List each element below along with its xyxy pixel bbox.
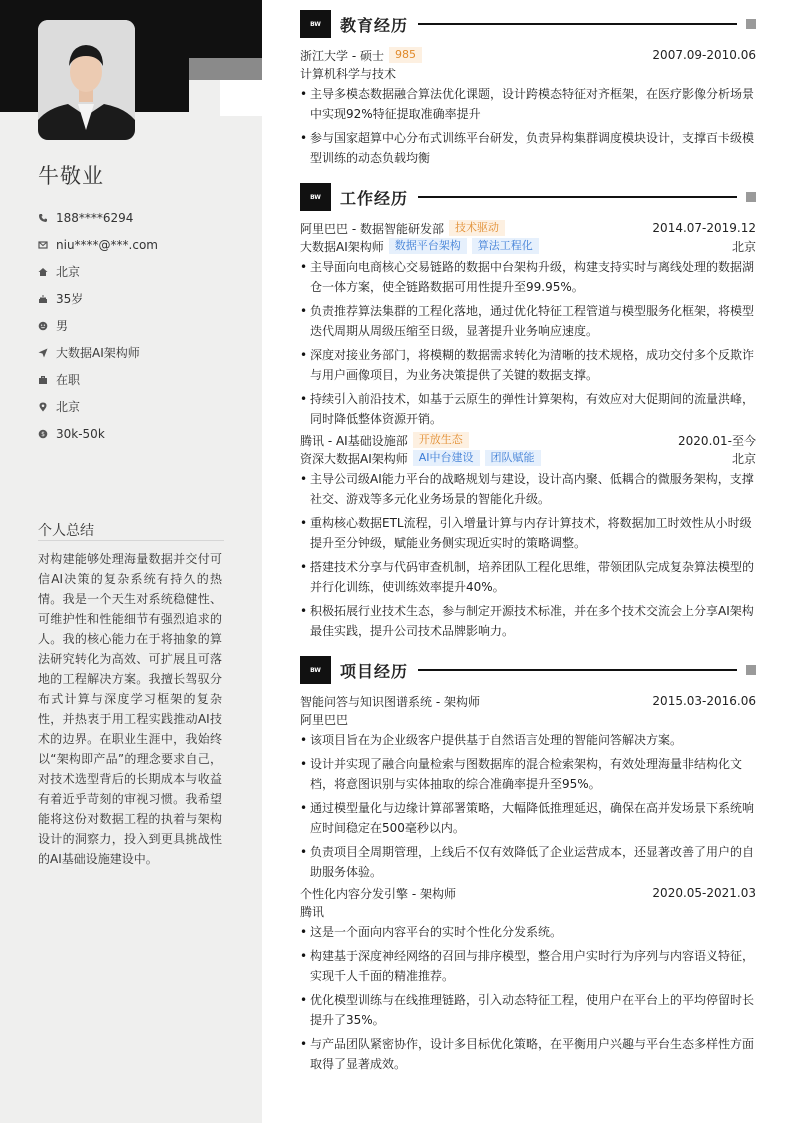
school-line: 浙江大学 - 硕士: [300, 48, 384, 63]
list-item: • 主导面向电商核心交易链路的数据中台架构升级，构建支持实时与离线处理的数据湖仓一体方案，使全链路数据可用性提升至99.95%。: [300, 257, 756, 297]
list-item: • 设计并实现了融合向量检索与图数据库的混合检索架构，有效处理海量非结构化文档，将意图识别与实体抽取的综合准确率提升至95%。: [300, 754, 756, 794]
work-city: 北京: [731, 239, 756, 254]
map-pin-icon: [38, 402, 48, 412]
list-item: • 负责推荐算法集群的工程化落地，通过优化特征工程管道与模型服务化框架，将模型迭代周期从周级压缩至日级，显著提升业务响应速度。: [300, 301, 756, 341]
section-rule: [418, 23, 737, 25]
section-rule: [418, 196, 737, 198]
role-tag: AI中台建设: [413, 450, 480, 466]
briefcase-icon: [38, 375, 48, 385]
education-title: 教育经历: [340, 15, 409, 35]
education-date: 2007.09-2010.06: [652, 48, 756, 62]
cake-icon: [38, 294, 48, 304]
role-tag: 团队赋能: [485, 450, 541, 466]
list-item: • 这是一个面向内容平台的实时个性化分发系统。: [300, 922, 756, 942]
list-item: • 优化模型训练与在线推理链路，引入动态特征工程，使用户在平台上的平均停留时长提升了35%。: [300, 990, 756, 1030]
work-role-row: [300, 449, 756, 467]
role-tag: 数据平台架构: [389, 238, 467, 254]
project-date: 2015.03-2016.06: [652, 694, 756, 708]
contact-target-city: [38, 393, 158, 420]
list-item: • 负责项目全周期管理，上线后不仅有效降低了企业运营成本，还显著改善了用户的自助服务体验。: [300, 842, 756, 882]
list-item: • 持续引入前沿技术，如基于云原生的弹性计算架构，有效应对大促期间的流量洪峰，同时降低整体资源开销。: [300, 389, 756, 429]
list-item: • 参与国家超算中心分布式训练平台研发，负责异构集群调度模块设计，支撑百卡级模型训练的动态负载均衡: [300, 128, 756, 168]
face-icon: [38, 321, 48, 331]
project-org: 阿里巴巴: [300, 712, 349, 727]
svg-text:$: $: [41, 430, 45, 438]
gender-text: 男: [56, 319, 69, 333]
mail-icon: [38, 240, 48, 250]
section-rule: [418, 669, 737, 671]
list-item: • 主导多模态数据融合算法优化课题，设计跨模态特征对齐框架，在医疗影像分析场景中实现92%特征提取准确率提升: [300, 84, 756, 124]
list-item: • 构建基于深度神经网络的召回与排序模型，整合用户实时行为序列与内容语义特征，实现千人千面的精准推荐。: [300, 946, 756, 986]
section-square: [746, 665, 756, 675]
contact-status: [38, 366, 158, 393]
salary-text: 30k-50k: [56, 426, 105, 441]
decor-gray-block: [189, 58, 262, 80]
school-tag: 985: [389, 47, 422, 63]
role: 大数据AI架构师: [300, 239, 384, 254]
section-badge: BW: [300, 183, 331, 211]
contact-title: [38, 339, 158, 366]
section-square: [746, 192, 756, 202]
projects-title: 项目经历: [340, 661, 409, 681]
major: 计算机科学与技术: [300, 66, 397, 81]
contact-phone: [38, 204, 158, 231]
project-date: 2020.05-2021.03: [652, 886, 756, 900]
decor-white-block: [220, 80, 262, 116]
summary-divider: [38, 540, 224, 541]
work-entry-2: [300, 431, 756, 645]
project-name-row: [300, 692, 756, 710]
phone-text: 188****6294: [56, 210, 134, 225]
summary-text: 对构建能够处理海量数据并交付可信AI决策的复杂系统有持久的热情。我是一个天生对系统稳健性、可维护性和性能细节有强烈追求的人。我的核心能力在于将抽象的算法研究转化为高效、可扩展且可落地的工程解决方案。我擅长驾驭分布式计算与深度学习框架的复杂性，并热衷于用工程实践推动AI技术的边界。在职业生涯中，我始终以“架构即产品”的理念要求自己，对技术选型背后的长期成本与收益有着近乎苛刻的审视习惯。我希望能将这份对数据工程的执着与架构设计的洞察力，投入到更具挑战性的AI基础设施建设中。: [38, 552, 222, 866]
portrait-image: [38, 20, 135, 140]
company-line: 腾讯 - AI基础设施部: [300, 433, 408, 448]
send-icon: [38, 348, 48, 358]
list-item: • 主导公司级AI能力平台的战略规划与建设，设计高内聚、低耦合的微服务架构，支撑社交、游戏等多元化业务场景的智能化升级。: [300, 469, 756, 509]
summary-title: 个人总结: [38, 523, 94, 539]
work-company-row: [300, 219, 756, 237]
work-role-row: [300, 237, 756, 255]
list-item: • 该项目旨在为企业级客户提供基于自然语言处理的智能问答解决方案。: [300, 730, 756, 750]
role-tag: 算法工程化: [472, 238, 539, 254]
company-tag: 技术驱动: [449, 220, 505, 236]
project-entry-2: [300, 884, 756, 1078]
project-name: 智能问答与知识图谱系统 - 架构师: [300, 694, 480, 709]
work-section-header: [300, 184, 756, 210]
contact-gender: [38, 312, 158, 339]
project-bullets: [300, 730, 756, 882]
project-name-row: [300, 884, 756, 902]
project-org: 腾讯: [300, 904, 325, 919]
section-badge: BW: [300, 10, 331, 38]
section-square: [746, 19, 756, 29]
role: 资深大数据AI架构师: [300, 451, 408, 466]
location-text: 北京: [56, 265, 81, 279]
company-line: 阿里巴巴 - 数据智能研发部: [300, 221, 444, 236]
list-item: • 积极拓展行业技术生态，参与制定开源技术标准，并在多个技术交流会上分享AI架构最佳实践，提升公司技术品牌影响力。: [300, 601, 756, 641]
education-section-header: [300, 11, 756, 37]
project-bullets: [300, 922, 756, 1074]
company-tag: 开放生态: [413, 432, 469, 448]
project-entry-1: [300, 692, 756, 886]
list-item: • 与产品团队紧密协作，设计多目标优化策略，在平衡用户兴趣与平台生态多样性方面取得了显著成效。: [300, 1034, 756, 1074]
contact-location: [38, 258, 158, 285]
work-company-row: [300, 431, 756, 449]
contact-salary: [38, 420, 158, 447]
project-org-row: [300, 902, 756, 920]
work-date: 2020.01-至今: [678, 433, 756, 448]
work-entry-1: [300, 219, 756, 433]
contact-email: [38, 231, 158, 258]
home-icon: [38, 267, 48, 277]
section-badge: BW: [300, 656, 331, 684]
list-item: • 重构核心数据ETL流程，引入增量计算与内存计算技术，将数据加工时效性从小时级提升至分钟级，赋能业务侧实现近实时的策略调整。: [300, 513, 756, 553]
work-city: 北京: [731, 451, 756, 466]
contact-age: [38, 285, 158, 312]
education-bullets: [300, 84, 756, 168]
money-icon: [38, 429, 48, 439]
project-org-row: [300, 710, 756, 728]
candidate-name: 牛敬业: [38, 164, 104, 188]
age-text: 35岁: [56, 292, 84, 306]
project-name: 个性化内容分发引擎 - 架构师: [300, 886, 456, 901]
title-text: 大数据AI架构师: [56, 346, 140, 360]
work-date: 2014.07-2019.12: [652, 221, 756, 235]
major-row: [300, 64, 756, 82]
profile-photo: [38, 20, 135, 140]
projects-section-header: [300, 657, 756, 683]
target-city-text: 北京: [56, 400, 81, 414]
status-text: 在职: [56, 373, 81, 387]
education-row: [300, 46, 756, 64]
contact-list: [38, 204, 158, 447]
list-item: • 搭建技术分享与代码审查机制，培养团队工程化思维，带领团队完成复杂算法模型的并行化训练，使训练效率提升40%。: [300, 557, 756, 597]
phone-icon: [38, 213, 48, 223]
work-bullets: [300, 469, 756, 641]
work-bullets: [300, 257, 756, 429]
work-title: 工作经历: [340, 188, 409, 208]
list-item: • 深度对接业务部门，将模糊的数据需求转化为清晰的技术规格，成功交付多个反欺诈与用户画像项目，为业务决策提供了关键的数据支撑。: [300, 345, 756, 385]
email-text: niu****@***.com: [56, 237, 158, 252]
education-entry: [300, 46, 756, 172]
list-item: • 通过模型量化与边缘计算部署策略，大幅降低推理延迟，确保在高并发场景下系统响应时间稳定在500毫秒以内。: [300, 798, 756, 838]
